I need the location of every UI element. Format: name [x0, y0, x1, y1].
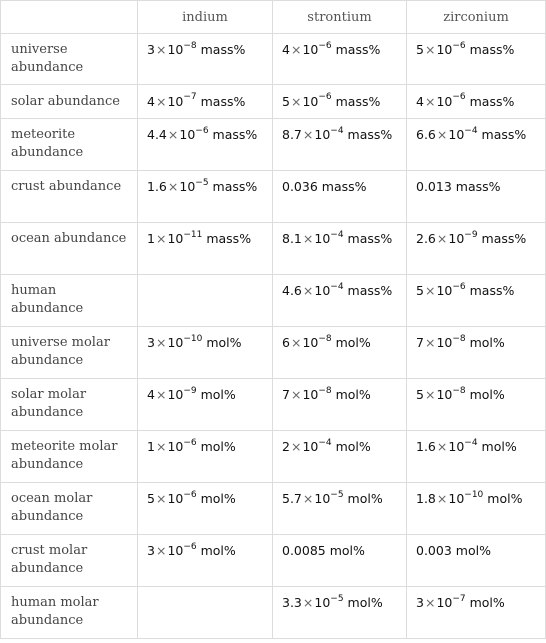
base-ten: 10	[179, 179, 196, 194]
value-mantissa: 1.6	[416, 439, 436, 454]
row-label: crust molar abundance	[1, 535, 138, 587]
value-mantissa: 3	[416, 595, 424, 610]
times-sign: ×	[290, 93, 302, 109]
value-mantissa: 8.7	[282, 127, 302, 142]
value-cell	[273, 34, 407, 85]
base-ten: 10	[302, 93, 319, 109]
value-mantissa: 1	[147, 231, 155, 246]
value-unit: mass%	[455, 179, 501, 194]
value-cell	[407, 587, 546, 639]
base-ten: 10	[448, 127, 465, 142]
value-mantissa: 4	[147, 387, 155, 402]
value-cell	[273, 223, 407, 275]
value-mantissa: 3.3	[282, 595, 302, 610]
times-sign: ×	[155, 387, 167, 402]
value-cell	[407, 483, 546, 535]
value-mantissa: 3	[147, 42, 155, 57]
value-unit: mol%	[347, 491, 383, 506]
value-cell	[407, 171, 546, 223]
value-unit: mol%	[335, 439, 371, 454]
times-sign: ×	[302, 127, 314, 142]
table-row	[1, 223, 546, 275]
times-sign: ×	[302, 491, 314, 506]
value-exponent: −11	[183, 229, 203, 240]
value-mantissa: 4	[416, 93, 424, 109]
base-ten: 10	[436, 335, 453, 350]
value-exponent: −6	[195, 125, 209, 136]
value-unit: mass%	[212, 179, 258, 194]
value-mantissa: 4.6	[282, 283, 302, 298]
value-cell	[138, 171, 273, 223]
row-label: human molar abundance	[1, 587, 138, 639]
row-label: solar abundance	[1, 85, 138, 119]
times-sign: ×	[290, 439, 302, 454]
base-ten: 10	[167, 335, 184, 350]
value-mantissa: 2	[282, 439, 290, 454]
row-label: meteorite molar abundance	[1, 431, 138, 483]
value-cell	[138, 431, 273, 483]
base-ten: 10	[167, 439, 184, 454]
value-mantissa: 5	[416, 42, 424, 57]
value-mantissa: 0.0085	[282, 543, 326, 558]
value-exponent: −6	[452, 92, 466, 103]
value-mantissa: 0.013	[416, 179, 452, 194]
value-mantissa: 5.7	[282, 491, 302, 506]
value-exponent: −6	[452, 281, 466, 292]
base-ten: 10	[167, 491, 184, 506]
value-cell	[407, 275, 546, 327]
base-ten: 10	[314, 595, 331, 610]
table-row	[1, 327, 546, 379]
row-label: crust abundance	[1, 171, 138, 223]
value-cell	[407, 119, 546, 171]
value-mantissa: 5	[282, 93, 290, 109]
times-sign: ×	[155, 93, 167, 109]
value-unit: mol%	[335, 387, 371, 402]
value-cell	[273, 431, 407, 483]
times-sign: ×	[167, 127, 179, 142]
times-sign: ×	[436, 127, 448, 142]
base-ten: 10	[448, 231, 465, 246]
value-exponent: −8	[318, 333, 332, 344]
row-label: universe abundance	[1, 34, 138, 85]
value-unit: mass%	[200, 93, 246, 109]
times-sign: ×	[290, 42, 302, 57]
value-cell	[407, 535, 546, 587]
times-sign: ×	[155, 491, 167, 506]
value-unit: mass%	[206, 231, 252, 246]
base-ten: 10	[314, 231, 331, 246]
value-unit: mol%	[469, 595, 505, 610]
row-label: ocean molar abundance	[1, 483, 138, 535]
value-unit: mol%	[335, 335, 371, 350]
value-cell	[407, 327, 546, 379]
value-cell	[273, 85, 407, 119]
value-exponent: −4	[464, 437, 478, 448]
base-ten: 10	[436, 595, 453, 610]
value-cell	[273, 379, 407, 431]
value-exponent: −5	[330, 489, 344, 500]
value-unit: mol%	[455, 543, 491, 558]
value-unit: mass%	[347, 283, 393, 298]
base-ten: 10	[167, 93, 184, 109]
value-mantissa: 5	[416, 387, 424, 402]
value-unit: mass%	[469, 93, 515, 109]
value-mantissa: 1.6	[147, 179, 167, 194]
value-mantissa: 3	[147, 543, 155, 558]
row-label: human abundance	[1, 275, 138, 327]
value-unit: mass%	[200, 42, 246, 57]
base-ten: 10	[302, 335, 319, 350]
value-unit: mol%	[487, 491, 523, 506]
times-sign: ×	[290, 387, 302, 402]
base-ten: 10	[314, 491, 331, 506]
value-cell	[273, 119, 407, 171]
value-exponent: −5	[330, 593, 344, 604]
value-unit: mass%	[335, 93, 381, 109]
value-mantissa: 4.4	[147, 127, 167, 142]
value-exponent: −6	[183, 489, 197, 500]
value-unit: mol%	[347, 595, 383, 610]
times-sign: ×	[155, 335, 167, 350]
value-exponent: −8	[318, 385, 332, 396]
column-header-strontium: strontium	[273, 1, 407, 34]
value-exponent: −4	[464, 125, 478, 136]
times-sign: ×	[424, 387, 436, 402]
value-mantissa: 5	[416, 283, 424, 298]
value-exponent: −6	[318, 40, 332, 51]
row-label: universe molar abundance	[1, 327, 138, 379]
value-mantissa: 6	[282, 335, 290, 350]
times-sign: ×	[155, 543, 167, 558]
value-cell	[407, 431, 546, 483]
value-unit: mass%	[347, 231, 393, 246]
value-cell	[407, 223, 546, 275]
row-label: ocean abundance	[1, 223, 138, 275]
times-sign: ×	[424, 595, 436, 610]
value-mantissa: 1	[147, 439, 155, 454]
table-row	[1, 171, 546, 223]
value-mantissa: 3	[147, 335, 155, 350]
table-row	[1, 379, 546, 431]
value-cell	[273, 275, 407, 327]
times-sign: ×	[436, 491, 448, 506]
value-exponent: −9	[464, 229, 478, 240]
base-ten: 10	[448, 491, 465, 506]
column-header-zirconium: zirconium	[407, 1, 546, 34]
times-sign: ×	[424, 93, 436, 109]
corner-header	[1, 1, 138, 34]
value-cell	[138, 483, 273, 535]
times-sign: ×	[290, 335, 302, 350]
value-cell	[273, 327, 407, 379]
base-ten: 10	[314, 127, 331, 142]
value-mantissa: 1.8	[416, 491, 436, 506]
value-exponent: −4	[330, 229, 344, 240]
value-cell	[138, 379, 273, 431]
value-unit: mass%	[212, 127, 258, 142]
times-sign: ×	[302, 231, 314, 246]
value-exponent: −4	[330, 125, 344, 136]
value-mantissa: 0.003	[416, 543, 452, 558]
base-ten: 10	[436, 93, 453, 109]
base-ten: 10	[302, 387, 319, 402]
value-exponent: −6	[183, 541, 197, 552]
value-unit: mol%	[329, 543, 365, 558]
table-row	[1, 587, 546, 639]
table-row	[1, 483, 546, 535]
base-ten: 10	[167, 387, 184, 402]
table-row	[1, 275, 546, 327]
value-cell	[138, 587, 273, 639]
base-ten: 10	[167, 42, 184, 57]
times-sign: ×	[155, 231, 167, 246]
value-cell	[407, 85, 546, 119]
base-ten: 10	[302, 42, 319, 57]
value-mantissa: 0.036	[282, 179, 318, 194]
value-cell	[138, 34, 273, 85]
times-sign: ×	[302, 595, 314, 610]
value-unit: mass%	[347, 127, 393, 142]
base-ten: 10	[436, 42, 453, 57]
times-sign: ×	[155, 439, 167, 454]
value-cell	[138, 275, 273, 327]
value-unit: mol%	[200, 543, 236, 558]
base-ten: 10	[179, 127, 196, 142]
value-exponent: −9	[183, 385, 197, 396]
value-unit: mol%	[200, 387, 236, 402]
times-sign: ×	[424, 283, 436, 298]
base-ten: 10	[448, 439, 465, 454]
value-unit: mass%	[469, 42, 515, 57]
value-unit: mol%	[206, 335, 242, 350]
times-sign: ×	[155, 42, 167, 57]
value-exponent: −4	[318, 437, 332, 448]
value-exponent: −6	[318, 92, 332, 103]
value-exponent: −10	[183, 333, 203, 344]
value-cell	[138, 327, 273, 379]
times-sign: ×	[436, 231, 448, 246]
times-sign: ×	[424, 42, 436, 57]
value-mantissa: 6.6	[416, 127, 436, 142]
value-cell	[273, 535, 407, 587]
value-unit: mass%	[335, 42, 381, 57]
table-row	[1, 431, 546, 483]
value-exponent: −8	[183, 40, 197, 51]
table-row	[1, 85, 546, 119]
value-unit: mol%	[200, 491, 236, 506]
value-unit: mol%	[469, 335, 505, 350]
value-exponent: −4	[330, 281, 344, 292]
base-ten: 10	[436, 283, 453, 298]
base-ten: 10	[302, 439, 319, 454]
value-mantissa: 8.1	[282, 231, 302, 246]
value-exponent: −7	[452, 593, 466, 604]
value-exponent: −7	[183, 92, 197, 103]
value-unit: mass%	[481, 127, 527, 142]
value-cell	[273, 587, 407, 639]
value-cell	[138, 85, 273, 119]
base-ten: 10	[314, 283, 331, 298]
base-ten: 10	[167, 543, 184, 558]
value-mantissa: 7	[416, 335, 424, 350]
value-exponent: −6	[183, 437, 197, 448]
table-row	[1, 535, 546, 587]
table-row	[1, 119, 546, 171]
value-exponent: −10	[464, 489, 484, 500]
value-unit: mol%	[200, 439, 236, 454]
value-unit: mass%	[469, 283, 515, 298]
base-ten: 10	[167, 231, 184, 246]
value-mantissa: 4	[282, 42, 290, 57]
value-cell	[407, 34, 546, 85]
value-cell	[138, 535, 273, 587]
value-unit: mass%	[481, 231, 527, 246]
value-mantissa: 4	[147, 93, 155, 109]
value-exponent: −5	[195, 177, 209, 188]
times-sign: ×	[424, 335, 436, 350]
row-label: meteorite abundance	[1, 119, 138, 171]
table-row	[1, 34, 546, 85]
header-row	[1, 1, 546, 34]
value-cell	[138, 119, 273, 171]
value-cell	[273, 483, 407, 535]
row-label: solar molar abundance	[1, 379, 138, 431]
times-sign: ×	[167, 179, 179, 194]
value-exponent: −6	[452, 40, 466, 51]
value-exponent: −8	[452, 333, 466, 344]
times-sign: ×	[436, 439, 448, 454]
times-sign: ×	[302, 283, 314, 298]
value-cell	[407, 379, 546, 431]
base-ten: 10	[436, 387, 453, 402]
value-exponent: −8	[452, 385, 466, 396]
value-cell	[273, 171, 407, 223]
value-cell	[138, 223, 273, 275]
value-unit: mol%	[469, 387, 505, 402]
value-mantissa: 7	[282, 387, 290, 402]
value-mantissa: 2.6	[416, 231, 436, 246]
value-mantissa: 5	[147, 491, 155, 506]
column-header-indium: indium	[138, 1, 273, 34]
value-unit: mass%	[321, 179, 367, 194]
value-unit: mol%	[481, 439, 517, 454]
